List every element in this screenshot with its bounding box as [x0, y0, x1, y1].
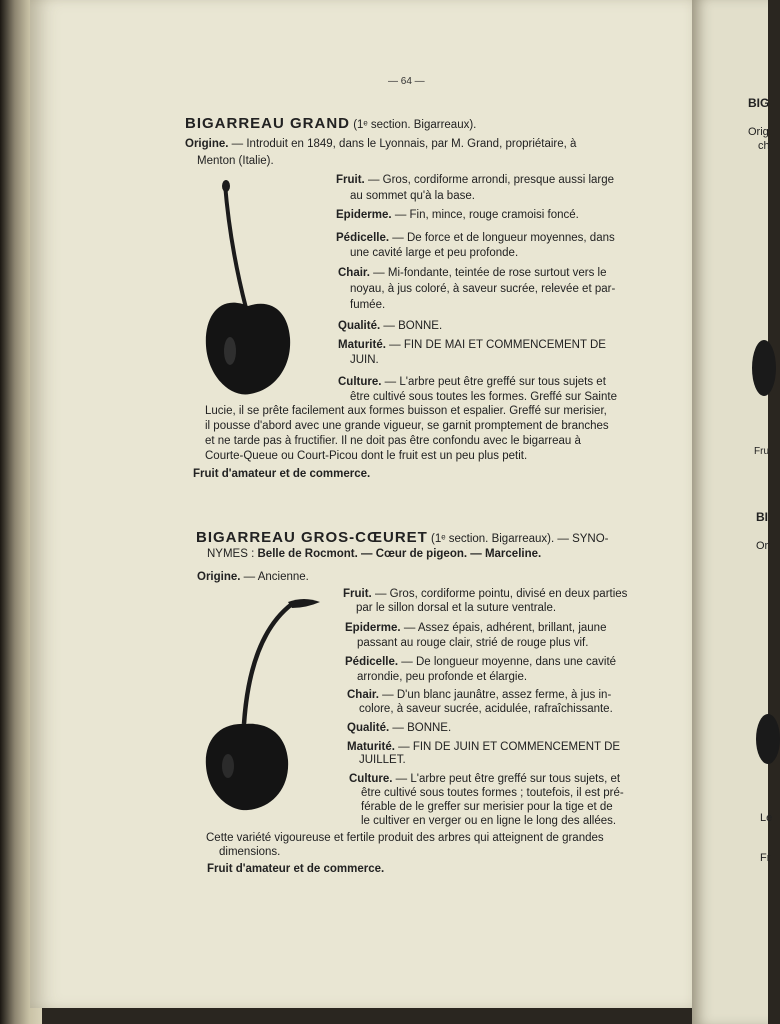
facing-page-text: Orig	[748, 126, 769, 138]
field-text: passant au rouge clair, strié de rouge plus vif.	[357, 637, 589, 649]
facing-page-text: Le	[760, 812, 773, 824]
page-number: — 64 —	[388, 76, 425, 87]
field-text: et ne tarde pas à fructifier. Il ne doit pas être confondu avec le bigarreau à	[205, 435, 581, 447]
field-label: Maturité.	[338, 339, 386, 351]
qualite-paragraph	[347, 720, 451, 736]
entry-heading	[196, 530, 609, 547]
field-text: — FIN DE MAI ET COMMENCEMENT DE	[389, 339, 606, 351]
entry-footer: Fruit d'amateur et de commerce.	[207, 863, 385, 875]
field-label: Culture.	[349, 773, 393, 785]
maturite-paragraph	[338, 337, 606, 353]
field-text: une cavité large et peu profonde.	[350, 247, 519, 259]
facing-page-text: BIG	[748, 96, 770, 110]
field-text: — Gros, cordiforme pointu, divisé en deux parties	[374, 588, 628, 600]
field-label: Qualité.	[338, 320, 381, 332]
field-text: — D'un blanc jaunâtre, assez ferme, à jus in-	[382, 689, 612, 701]
entry-heading	[185, 116, 476, 133]
entry-section: (1ᵉ section. Bigarreaux).	[353, 119, 477, 131]
entry-footer: Fruit d'amateur et de commerce.	[193, 468, 371, 480]
field-label: Chair.	[338, 267, 370, 279]
field-label: Fruit.	[336, 174, 365, 186]
facing-page-text: ch	[758, 140, 770, 152]
field-text: au sommet qu'à la base.	[350, 190, 475, 202]
entry-title: BIGARREAU GROS-CŒURET	[196, 529, 428, 546]
facing-cherry-illustration	[752, 340, 776, 396]
field-text: Lucie, il se prête facilement aux formes buisson et espalier. Greffé sur merisier,	[205, 405, 607, 417]
field-text: par le sillon dorsal et la suture ventrale.	[356, 602, 557, 614]
epiderme-paragraph	[336, 207, 579, 223]
facing-page-text: Fr	[760, 852, 771, 864]
pedicelle-paragraph	[345, 654, 616, 670]
field-label: Chair.	[347, 689, 379, 701]
field-text: — Ancienne.	[243, 571, 309, 583]
field-text: Cette variété vigoureuse et fertile produit des arbres qui atteignent de grandes	[206, 832, 604, 844]
field-label: Epiderme.	[345, 622, 401, 634]
field-text: être cultivé sous toutes formes ; toutefois, il est pré-	[361, 787, 624, 799]
qualite-paragraph	[338, 318, 442, 334]
field-text: — L'arbre peut être greffé sur tous sujets, et	[395, 773, 621, 785]
field-text: — Mi-fondante, teintée de rose surtout vers le	[373, 267, 607, 279]
field-text: — De longueur moyenne, dans une cavité	[401, 656, 617, 668]
fruit-paragraph	[336, 172, 614, 188]
facing-cherry-illustration	[756, 714, 780, 764]
field-text: dimensions.	[219, 846, 281, 858]
field-text: le cultiver en verger ou en ligne le long des allées.	[361, 815, 617, 827]
field-label: Origine.	[197, 571, 241, 583]
field-text: il pousse d'abord avec une grande vigueur, se garnit promptement de branches	[205, 420, 609, 432]
field-text: Menton (Italie).	[197, 155, 274, 167]
origine-paragraph	[185, 136, 576, 152]
field-label: Origine.	[185, 138, 229, 150]
field-text: — FIN DE JUIN ET COMMENCEMENT DE	[398, 741, 621, 753]
facing-page-text: Fru	[754, 446, 769, 457]
origine-paragraph	[197, 569, 309, 585]
field-text: JUIN.	[350, 354, 379, 366]
facing-page-text: Or	[756, 540, 769, 552]
field-text: être cultivé sous toutes les formes. Greffé sur Sainte	[350, 391, 617, 403]
chair-paragraph	[338, 265, 607, 281]
field-text: — L'arbre peut être greffé sur tous sujets et	[384, 376, 606, 388]
field-text: colore, à saveur sucrée, acidulée, rafraîchissante.	[359, 703, 613, 715]
field-text: Courte-Queue ou Court-Picou dont le fruit est un peu plus petit.	[205, 450, 528, 462]
field-text: fumée.	[350, 299, 386, 311]
field-text: — Gros, cordiforme arrondi, presque aussi large	[367, 174, 615, 186]
cherry-illustration	[200, 596, 330, 821]
field-text: — BONNE.	[392, 722, 452, 734]
field-label: Epiderme.	[336, 209, 392, 221]
field-text: férable de le greffer sur merisier pour la tige et de	[361, 801, 613, 813]
field-text: arrondie, peu profonde et élargie.	[357, 671, 528, 683]
field-text: — Assez épais, adhérent, brillant, jaune	[403, 622, 607, 634]
field-text: — BONNE.	[383, 320, 443, 332]
entry-title: BIGARREAU GRAND	[185, 115, 350, 132]
entry-section: (1ᵉ section. Bigarreaux). — SYNO-	[431, 533, 609, 545]
field-label: Qualité.	[347, 722, 390, 734]
synonyms: Belle de Rocmont. — Cœur de pigeon. — Marceline.	[257, 548, 542, 560]
epiderme-paragraph	[345, 620, 606, 636]
facing-page-text: BI	[756, 510, 768, 524]
field-text: — Fin, mince, rouge cramoisi foncé.	[394, 209, 579, 221]
cherry-illustration	[200, 176, 300, 401]
field-text: NYMES :	[207, 548, 255, 560]
culture-paragraph	[338, 374, 606, 390]
field-label: Pédicelle.	[345, 656, 399, 668]
facing-page	[692, 0, 773, 1024]
field-label: Maturité.	[347, 741, 395, 753]
field-text: — Introduit en 1849, dans le Lyonnais, par M. Grand, propriétaire, à	[231, 138, 577, 150]
field-text: JUILLET.	[359, 754, 406, 766]
field-label: Pédicelle.	[336, 232, 390, 244]
pedicelle-paragraph	[336, 230, 615, 246]
field-label: Fruit.	[343, 588, 372, 600]
field-text: noyau, à jus coloré, à saveur sucrée, relevée et par-	[350, 283, 616, 295]
field-label: Culture.	[338, 376, 382, 388]
synonymes-line	[207, 546, 541, 562]
field-text: — De force et de longueur moyennes, dans	[392, 232, 615, 244]
